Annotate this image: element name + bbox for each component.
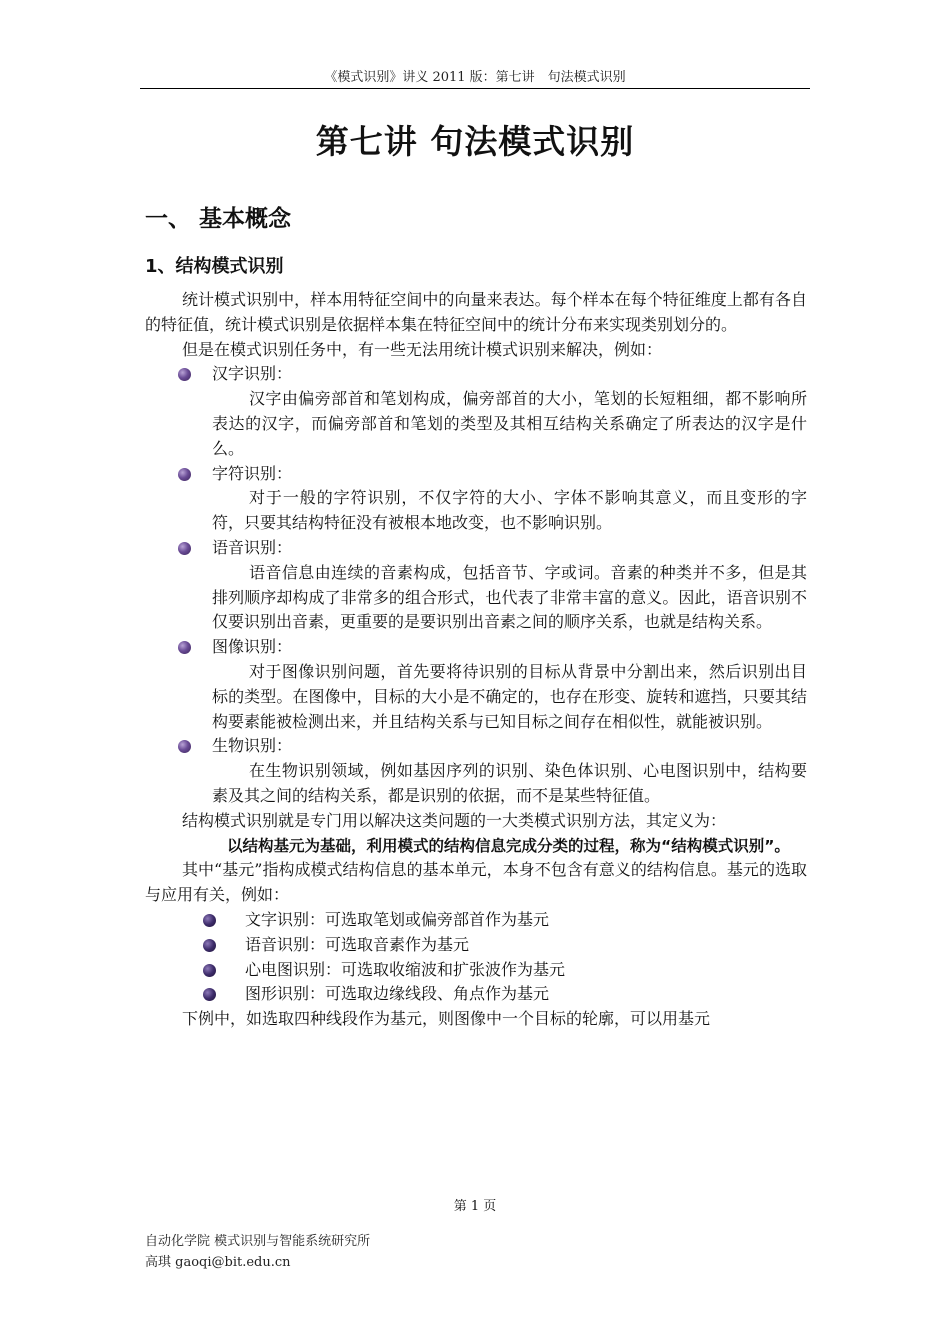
primitive-item: 图形识别：可选取边缘线段、角点作为基元: [145, 982, 807, 1007]
example-description: 对于一般的字符识别，不仅字符的大小、字体不影响其意义，而且变形的字符，只要其结构特征没有被根本地改变，也不影响识别。: [212, 488, 807, 533]
example-label: 语音识别：: [212, 537, 293, 557]
example-description: 汉字由偏旁部首和笔划构成，偏旁部首的大小，笔划的长短粗细，都不影响所表达的汉字，而偏旁部首和笔划的类型及其相互结构关系确定了所表达的汉字是什么。: [212, 389, 807, 458]
bullet-icon: [178, 542, 191, 555]
example-item: [145, 536, 807, 561]
bullet-icon: [203, 914, 216, 927]
definition-intro: 结构模式识别就是专门用以解决这类问题的一大类模式识别方法，其定义为：: [182, 810, 727, 830]
footer-institution: 自动化学院 模式识别与智能系统研究所: [145, 1234, 371, 1249]
example-label: 字符识别：: [212, 463, 293, 483]
example-item: [145, 734, 807, 759]
primitive-intro: 其中“基元”指构成模式结构信息的基本单元，本身不包含有意义的结构信息。基元的选取与应用有关，例如：: [145, 860, 807, 905]
primitive-item: 心电图识别：可选取收缩波和扩张波作为基元: [145, 958, 807, 983]
bullet-icon: [178, 368, 191, 381]
subsection-heading: 1、结构模式识别: [145, 256, 284, 277]
bullet-icon: [178, 740, 191, 753]
section-heading: 一、 基本概念: [145, 206, 292, 232]
bullet-icon: [178, 468, 191, 481]
bullet-icon: [203, 988, 216, 1001]
example-item: [145, 635, 807, 660]
example-item: [145, 462, 807, 487]
example-label: 生物识别：: [212, 736, 293, 756]
page-number: 第 1 页: [453, 1199, 497, 1214]
primitive-item: 语音识别：可选取音素作为基元: [145, 933, 807, 958]
but-paragraph: 但是在模式识别任务中，有一些无法用统计模式识别来解决，例如：: [182, 339, 663, 359]
example-label: 汉字识别：: [212, 364, 293, 384]
body-text: [145, 288, 807, 1032]
header-rule: [140, 88, 810, 89]
example-description: 对于图像识别问题，首先要将待识别的目标从背景中分割出来，然后识别出目标的类型。在图像中，目标的大小是不确定的，也存在形变、旋转和遮挡，只要其结构要素能被检测出来，并且结构关系与已知目标之间存在相似性，就能被识别。: [212, 661, 807, 731]
primitive-item: 文字识别：可选取笔划或偏旁部首作为基元: [145, 908, 807, 933]
definition-text: 以结构基元为基础，利用模式的结构信息完成分类的过程，称为“结构模式识别”。: [227, 836, 790, 855]
footer-author: 高琪 gaoqi@bit.edu.cn: [145, 1255, 291, 1270]
last-paragraph: 下例中，如选取四种线段作为基元，则图像中一个目标的轮廓，可以用基元: [182, 1009, 711, 1029]
example-item: [145, 362, 807, 387]
bullet-icon: [203, 964, 216, 977]
page-title: 第七讲 句法模式识别: [315, 122, 635, 161]
bullet-icon: [203, 939, 216, 952]
intro-paragraph: 统计模式识别中，样本用特征空间中的向量来表达。每个样本在每个特征维度上都有各自的特征值，统计模式识别是依据样本集在特征空间中的统计分布来实现类别划分的。: [145, 290, 807, 334]
running-header: 《模式识别》讲义 2011 版：第七讲 句法模式识别: [324, 70, 626, 85]
example-description: 语音信息由连续的音素构成，包括音节、字或词。音素的种类并不多，但是其排列顺序却构成了非常多的组合形式，也代表了非常丰富的意义。因此，语音识别不仅要识别出音素，更重要的是要识别出音素之间的顺序关系，也就是结构关系。: [212, 562, 807, 632]
example-label: 图像识别：: [212, 637, 293, 657]
example-description: 在生物识别领域，例如基因序列的识别、染色体识别、心电图识别中，结构要素及其之间的结构关系，都是识别的依据，而不是某些特征值。: [212, 761, 807, 805]
bullet-icon: [178, 641, 191, 654]
